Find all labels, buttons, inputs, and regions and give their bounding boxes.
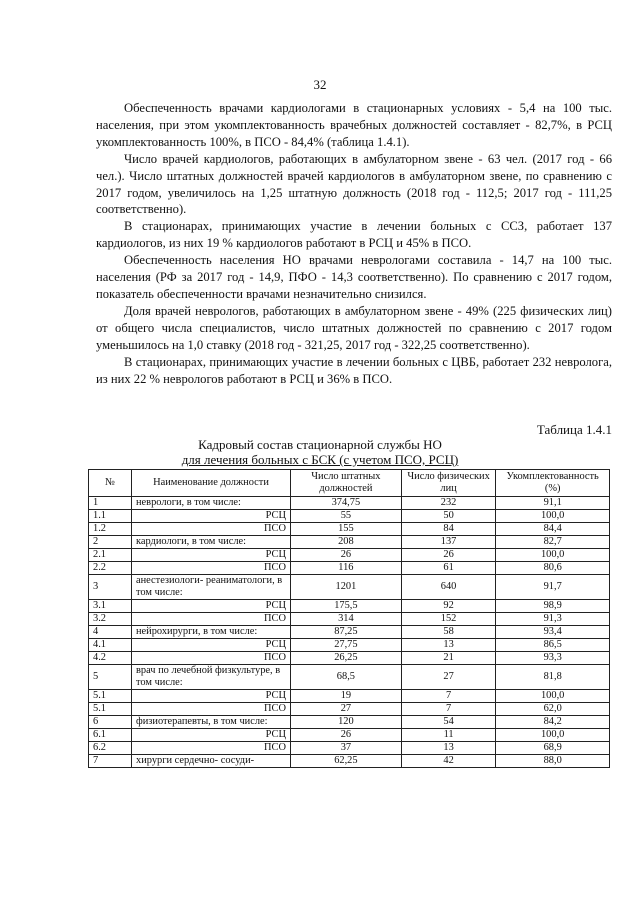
row-pct: 81,8 [496,665,610,690]
row-num: 3 [89,575,132,600]
table-label: Таблица 1.4.1 [536,422,612,437]
header-num: № [89,470,132,497]
row-pct: 91,3 [496,613,610,626]
row-staff: 314 [291,613,402,626]
table-row [89,600,610,613]
row-persons: 92 [401,600,496,613]
row-persons: 54 [401,716,496,729]
row-persons: 27 [401,665,496,690]
table-title-line1: Кадровый состав стационарной службы НО [198,437,442,452]
table-row [89,510,610,523]
table-row [89,549,610,562]
body-text [96,100,612,387]
row-pct: 100,0 [496,690,610,703]
row-persons: 21 [401,652,496,665]
row-num: 5.1 [89,690,132,703]
paragraph: Доля врачей неврологов, работающих в амбулаторном звене - 49% (225 физических лиц) от общего числа специалистов, число штатных должностей по сравнению с 2017 годом уменьшилось на 1,0 ставку (2018 год - 321,25, 2017 год - 322,25 соответственно). [96,303,612,352]
row-persons: 61 [401,562,496,575]
row-persons: 13 [401,639,496,652]
row-position: РСЦ [132,549,291,562]
table-row [89,575,610,600]
row-num: 1.2 [89,523,132,536]
row-staff: 26,25 [291,652,402,665]
row-position: врач по лечебной физкультуре, в том числе: [132,665,291,690]
row-position: физиотерапевты, в том числе: [132,716,291,729]
table-row [89,729,610,742]
row-position: РСЦ [132,600,291,613]
row-num: 4.2 [89,652,132,665]
row-pct: 91,7 [496,575,610,600]
row-persons: 7 [401,703,496,716]
row-staff: 155 [291,523,402,536]
paragraph: Число врачей кардиологов, работающих в амбулаторном звене - 63 чел. (2017 год - 66 чел.). Число штатных должностей врачей кардиологов в амбулаторном звене, по сравнению с 2017 годом, увеличилось на 1,25 штатную должность (2018 год - 112,5; 2017 год - 111,25 соответственно). [96,151,612,217]
table-row [89,652,610,665]
row-pct: 98,9 [496,600,610,613]
row-num: 7 [89,755,132,768]
table-row [89,742,610,755]
row-position: нейрохирурги, в том числе: [132,626,291,639]
row-staff: 27 [291,703,402,716]
row-num: 1 [89,497,132,510]
row-persons: 11 [401,729,496,742]
table-row [89,536,610,549]
table-row [89,716,610,729]
row-num: 5 [89,665,132,690]
row-staff: 27,75 [291,639,402,652]
row-num: 6.1 [89,729,132,742]
table-row [89,613,610,626]
row-num: 6 [89,716,132,729]
page-number: 32 [313,77,327,92]
row-position: РСЦ [132,510,291,523]
row-staff: 208 [291,536,402,549]
staff-table [88,469,610,768]
row-persons: 26 [401,549,496,562]
row-staff: 116 [291,562,402,575]
row-position: ПСО [132,703,291,716]
row-staff: 26 [291,549,402,562]
row-persons: 84 [401,523,496,536]
table-row [89,562,610,575]
row-position: неврологи, в том числе: [132,497,291,510]
row-pct: 84,2 [496,716,610,729]
row-persons: 137 [401,536,496,549]
row-position: хирурги сердечно- сосуди- [132,755,291,768]
row-staff: 62,25 [291,755,402,768]
row-position: РСЦ [132,690,291,703]
row-persons: 50 [401,510,496,523]
row-staff: 120 [291,716,402,729]
header-persons: Число физических лиц [401,470,496,497]
row-num: 5.1 [89,703,132,716]
row-pct: 100,0 [496,729,610,742]
table-row [89,626,610,639]
header-staffing-rate: Укомплектованность (%) [496,470,610,497]
paragraph: В стационарах, принимающих участие в лечении больных с ССЗ, работает 137 кардиологов, из них 19 % кардиологов работают в РСЦ и 45% в ПСО. [96,219,612,251]
paragraph: Обеспеченность врачами кардиологами в стационарных условиях - 5,4 на 100 тыс. населения, при этом укомплектованность врачебных должностей составляет - 82,7%, в РСЦ укомплектованность 100%, в ПСО - 84,4% (таблица 1.4.1). [96,101,612,149]
row-position: РСЦ [132,729,291,742]
table-row [89,690,610,703]
row-position: ПСО [132,652,291,665]
row-position: РСЦ [132,639,291,652]
row-persons: 152 [401,613,496,626]
row-position: ПСО [132,562,291,575]
row-staff: 26 [291,729,402,742]
row-num: 4.1 [89,639,132,652]
row-staff: 87,25 [291,626,402,639]
row-position: ПСО [132,742,291,755]
paragraph: В стационарах, принимающих участие в лечении больных с ЦВБ, работает 232 невролога, из них 22 % неврологов работают в РСЦ и 36% в ПСО. [96,354,612,386]
header-position: Наименование должности [132,470,291,497]
table-row [89,523,610,536]
row-persons: 13 [401,742,496,755]
row-pct: 91,1 [496,497,610,510]
table-row [89,703,610,716]
row-staff: 37 [291,742,402,755]
table-title-line2: для лечения больных с БСК (с учетом ПСО, РСЦ) [181,452,459,467]
row-num: 2.1 [89,549,132,562]
row-pct: 84,4 [496,523,610,536]
table-title [0,437,640,467]
row-position: ПСО [132,613,291,626]
row-pct: 68,9 [496,742,610,755]
row-num: 1.1 [89,510,132,523]
table-row [89,497,610,510]
row-staff: 175,5 [291,600,402,613]
row-staff: 1201 [291,575,402,600]
row-persons: 7 [401,690,496,703]
row-persons: 640 [401,575,496,600]
row-pct: 86,5 [496,639,610,652]
table-header-row [89,470,610,497]
header-staff-positions: Число штатных должностей [291,470,402,497]
row-pct: 80,6 [496,562,610,575]
table-row [89,639,610,652]
row-pct: 100,0 [496,549,610,562]
paragraph: Обеспеченность населения НО врачами неврологами составила - 14,7 на 100 тыс. населения (РФ за 2017 год - 14,9, ПФО - 14,3 соответственно). По сравнению с 2017 годом, показатель обеспеченности врачами незначительно снизился. [96,253,612,301]
row-staff: 55 [291,510,402,523]
row-staff: 19 [291,690,402,703]
row-num: 3.2 [89,613,132,626]
row-persons: 232 [401,497,496,510]
row-position: кардиологи, в том числе: [132,536,291,549]
row-staff: 68,5 [291,665,402,690]
row-persons: 42 [401,755,496,768]
row-pct: 88,0 [496,755,610,768]
table-row [89,665,610,690]
row-pct: 100,0 [496,510,610,523]
row-pct: 93,4 [496,626,610,639]
row-num: 2 [89,536,132,549]
row-pct: 62,0 [496,703,610,716]
row-num: 3.1 [89,600,132,613]
row-persons: 58 [401,626,496,639]
row-num: 2.2 [89,562,132,575]
row-num: 4 [89,626,132,639]
row-pct: 93,3 [496,652,610,665]
row-staff: 374,75 [291,497,402,510]
row-pct: 82,7 [496,536,610,549]
table-row [89,755,610,768]
row-num: 6.2 [89,742,132,755]
row-position: анестезиологи- реаниматологи, в том числе: [132,575,291,600]
row-position: ПСО [132,523,291,536]
